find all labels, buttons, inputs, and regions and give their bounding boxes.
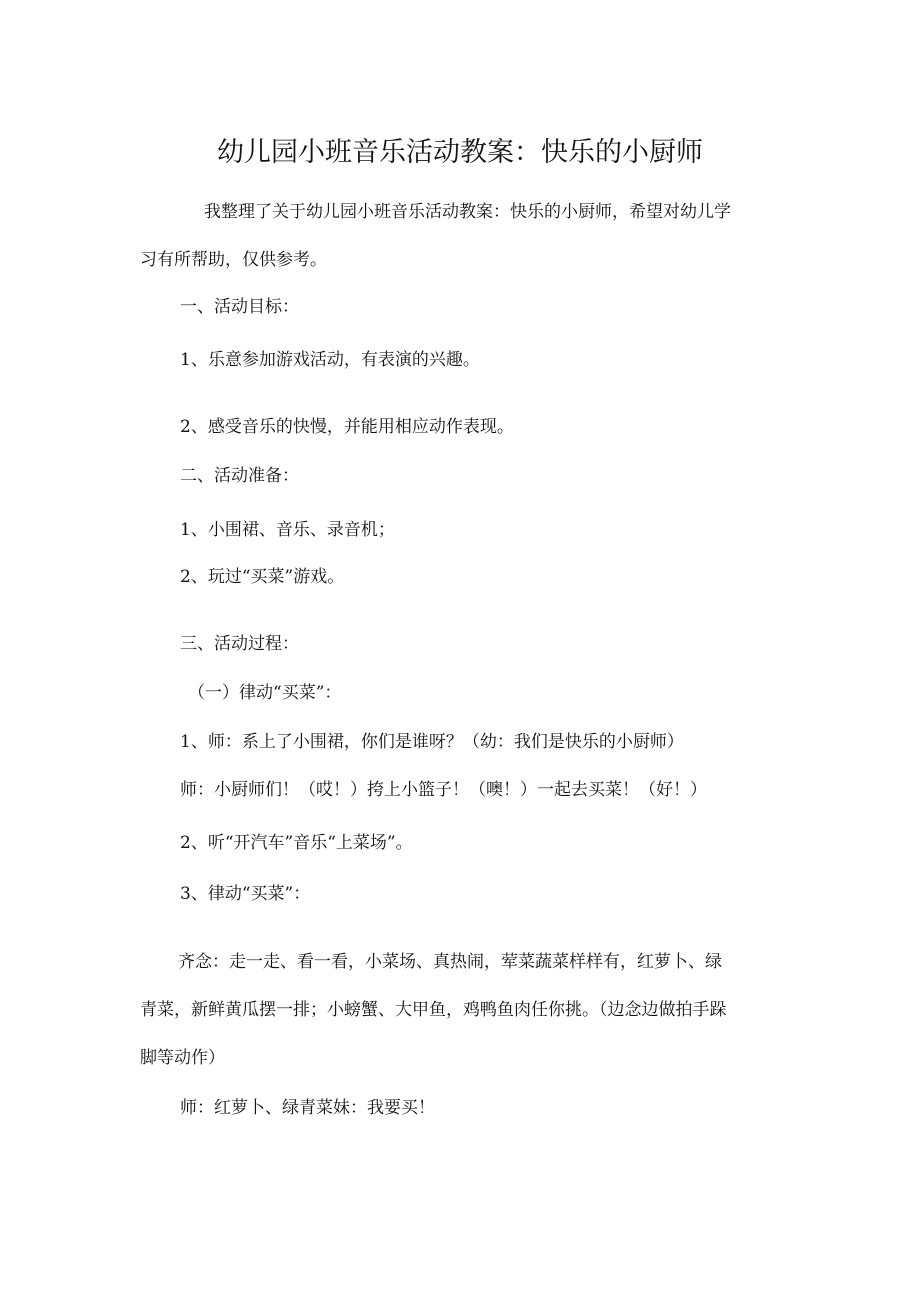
section-2-heading: 二、活动准备： — [180, 466, 299, 486]
chant-line-3: 脚等动作） — [140, 1048, 225, 1068]
section-1-item-1: 1、乐意参加游戏活动，有表演的兴趣。 — [180, 350, 480, 370]
section-2-item-1: 1、小围裙、音乐、录音机； — [180, 520, 395, 540]
chant-line-1: 齐念：走一走、看一看，小菜场、真热闹，荤菜蔬菜样样有，红萝卜、绿 — [178, 952, 722, 972]
intro-paragraph — [140, 198, 785, 274]
process-step-2: 2、听“开汽车”音乐“上菜场”。 — [180, 833, 413, 853]
intro-line-1: 我整理了关于幼儿园小班音乐活动教案：快乐的小厨师，希望对幼儿学 — [204, 202, 731, 222]
section-1-heading: 一、活动目标： — [180, 297, 299, 317]
teacher-last-line: 师：红萝卜、绿青菜妹：我要买！ — [180, 1098, 435, 1118]
chant-paragraph — [140, 948, 785, 1072]
section-1-item-2: 2、感受音乐的快慢，并能用相应动作表现。 — [180, 417, 514, 437]
intro-line-2: 习有所帮助，仅供参考。 — [140, 250, 327, 270]
process-step-1: 1、师：系上了小围裙，你们是谁呀？（幼：我们是快乐的小厨师） — [180, 732, 684, 752]
chant-line-2: 青菜，新鲜黄瓜摆一排；小螃蟹、大甲鱼，鸡鸭鱼肉任你挑。（边念边做拍手跺 — [140, 1000, 727, 1020]
section-2-item-2: 2、玩过“买菜”游戏。 — [180, 567, 345, 587]
section-3-subheading: （一）律动“买菜”： — [188, 683, 342, 703]
process-step-3: 3、律动“买菜”： — [180, 884, 311, 904]
section-3-heading: 三、活动过程： — [180, 634, 299, 654]
process-step-1-teacher: 师：小厨师们！（哎！）挎上小篮子！（噢！）一起去买菜！（好！） — [180, 780, 707, 800]
document-title: 幼儿园小班音乐活动教案：快乐的小厨师 — [217, 137, 703, 168]
